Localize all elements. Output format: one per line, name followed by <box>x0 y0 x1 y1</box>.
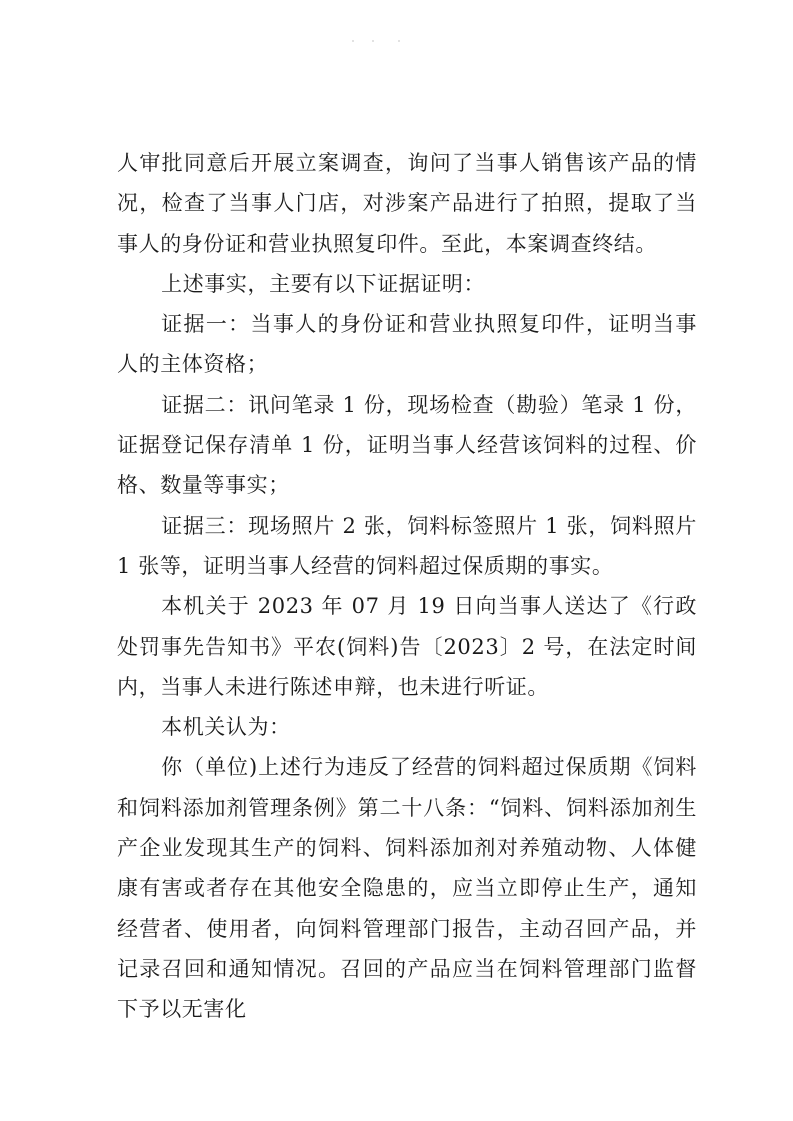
scan-speck <box>352 40 354 42</box>
paragraph-violation: 你（单位)上述行为违反了经营的饲料超过保质期《饲料和饲料添加剂管理条例》第二十八条：“饲料、饲料添加剂生产企业发现其生产的饲料、饲料添加剂对养殖动物、人体健康有害或者存在其他安全隐患的，应当立即停止生产，通知经营者、使用者，向饲料管理部门报告，主动召回产品，并记录召回和通知情况。召回的产品应当在饲料管理部门监督下予以无害化 <box>117 755 697 1022</box>
paragraph-authority-finds: 本机关认为： <box>161 715 291 740</box>
paragraph-evidence-three: 证据三：现场照片 2 张，饲料标签照片 1 张，饲料照片 1 张等，证明当事人经营的饲料超过保质期的事实。 <box>117 513 697 578</box>
scan-speck <box>398 40 400 42</box>
document-body <box>117 143 697 1030</box>
paragraph-investigation-end: 人审批同意后开展立案调查，询问了当事人销售该产品的情况，检查了当事人门店，对涉案产品进行了拍照，提取了当事人的身份证和营业执照复印件。至此，本案调查终结。 <box>117 151 697 256</box>
paragraph-evidence-two: 证据二：讯问笔录 1 份，现场检查（勘验）笔录 1 份，证据登记保存清单 1 份，证明当事人经营该饲料的过程、价格、数量等事实； <box>117 392 697 498</box>
paragraph-evidence-one: 证据一：当事人的身份证和营业执照复印件，证明当事人的主体资格； <box>117 312 697 377</box>
paragraph-evidence-intro: 上述事实，主要有以下证据证明： <box>161 271 486 296</box>
paragraph-notice-served: 本机关于 2023 年 07 月 19 日向当事人送达了《行政处罚事先告知书》平农(饲料)告〔2023〕2 号，在法定时间内，当事人未进行陈述申辩，也未进行听证。 <box>117 594 697 699</box>
scan-speck <box>372 40 374 42</box>
